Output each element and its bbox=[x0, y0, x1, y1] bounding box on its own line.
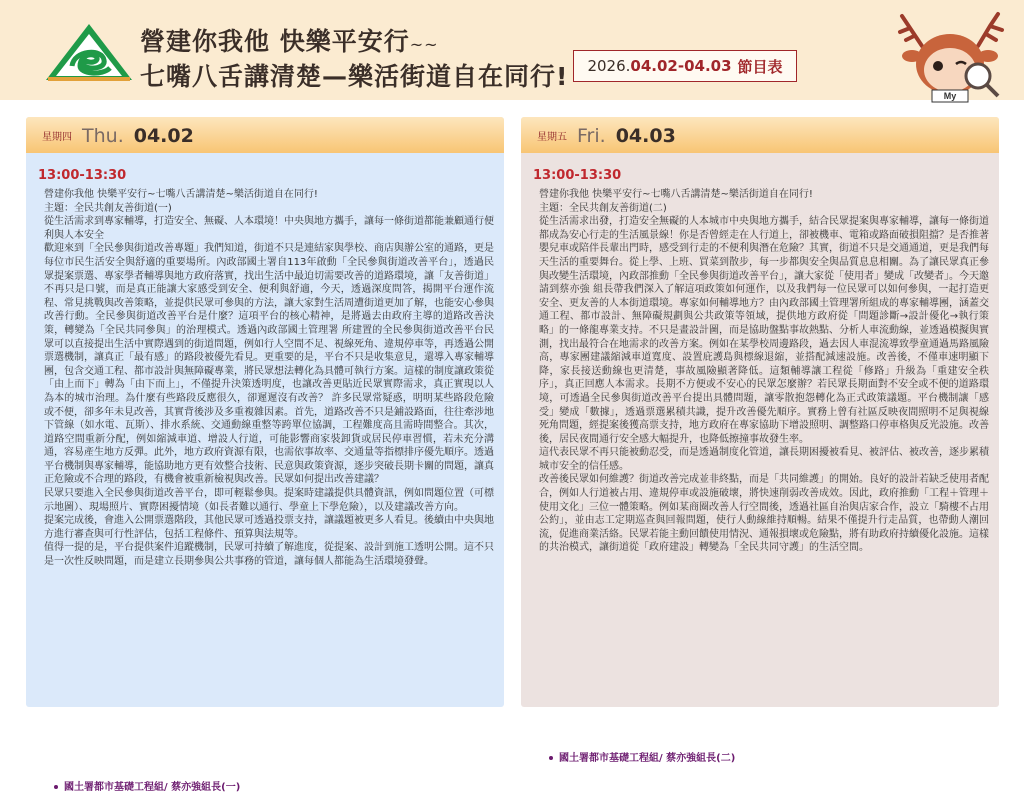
header-banner bbox=[0, 0, 1024, 100]
speaker-credit bbox=[549, 749, 735, 764]
title-line-2: 七嘴八舌講清楚—樂活街道自在同行! bbox=[140, 62, 569, 91]
session-body bbox=[539, 188, 989, 555]
body-paragraph: 歡迎來到「全民參與街道改善專題」我們知道，街道不只是連結家與學校、商店與辦公室的通路，更是每位市民生活安全與舒適的重要場所。內政部國土署自113年啟動「全民參與街道改善平台」，透過民眾提案票選、專家學者輔導與地方政府落實，找出生活中最迫切需要改善的道路環境，讓「友善街道」不再只是口號，而是真正能讓大家感受到安全、便利與舒適，今天，透過深度問答，揭開平台運作流程、常見挑戰與改善策略，並提供民眾可參與的方法，讓大家對生活周遭街道更加了解，也能安心參與改善行動。全民參與街道改善平台是什麼？這項平台的核心精神，是將過去由政府主導的道路改善決策，轉變為「全民共同參與」的治理模式。透過內政部國土管理署 所建置的全民參與街道改善平台民眾可以直接提出生活中實際遇到的街道問題，例如行人空間不足、視線死角、違規停車等，再透過公開票選機制，讓真正「最有感」的路段被優先看見。更重要的是，平台不只是收集意見，還導入專家輔導團，包含交通工程、都市設計與無障礙專業，將民眾想法轉化為具體可執行方案。這樣的制度讓政策從「由上而下」轉為「由下而上」，不僅提升決策透明度，也讓改善更貼近民眾實際需求，真正實現以人為本的城市治理。為什麼有些路段反應很久，卻遲遲沒有改善？ 許多民眾常疑惑，明明某些路段危險或不便，卻多年未見改善，其實背後涉及多重複雜因素。首先，道路改善不只是鋪設路面，往往牽涉地下管線（如水電、瓦斯）、排水系統、交通動線重整等跨單位協調，工程難度高且需時間整合。其次，道路空間重新分配，例如縮減車道、增設人行道，可能影響商家裝卸貨或居民停車習慣，若未充分溝通，容易產生地方反彈。此外，地方政府資源有限，也需依事故率、交通量等指標排序優先順序。透過平台機制與專家輔導，能協助地方更有效整合技術、民意與政策資源，逐步突破長期卡關的問題，讓真正危險或不合理的路段，有機會被重新檢視與改善。民眾如何提出改善建議？ bbox=[44, 243, 494, 486]
body-paragraph: 這代表民眾不再只能被動忍受，而是透過制度化管道，讓長期困擾被看見、被評估、被改善，逐步累積城市安全的信任感。 bbox=[539, 447, 989, 472]
day-header-bar bbox=[521, 117, 999, 153]
speaker-credit-text: 國土署都市基礎工程組/ 蔡亦強組長(一) bbox=[64, 782, 241, 793]
speaker-credit bbox=[54, 778, 240, 793]
day-column-friday bbox=[521, 117, 999, 764]
speaker-credit-text: 國土署都市基礎工程組/ 蔡亦強組長(二) bbox=[559, 753, 736, 764]
title-line-1 bbox=[140, 22, 439, 58]
body-paragraph: 主題：全民共創友善街道(二) bbox=[539, 202, 667, 214]
body-paragraph: 從生活需求出發，打造安全無礙的人本城市中央與地方攜手，結合民眾提案與專家輔導，讓每一條街道都成為安心行走的生活風景線！你是否曾經走在人行道上，卻被機車、電箱或路面破損阻擋？是否推著嬰兒車或陪伴長輩出門時，感受到行走的不便利與潛在危險？其實，街道不只是交通通道，更是我們每天生活的重要舞台。從上學、上班、買菜到散步，每一步都與安全與品質息息相關。為了讓民眾真正參與改變生活環境，內政部推動「全民參與街道改善平台」，讓大家從「使用者」變成「改變者」。今天邀請到蔡亦強 組長帶我們深入了解這項政策如何運作，以及我們每一位民眾可以如何參與，一起打造更安全、更友善的人本街道環境。專家如何輔導地方？由內政部國土管理署所組成的專家輔導團，涵蓋交通工程、都市設計、無障礙規劃與公共政策等領域，提供地方政府從「問題診斷→設計優化→執行策略」的一條龍專業支持。不只是畫設計圖，而是協助盤點事故熱點、分析人車流動線，並透過模擬與實測，找出最符合在地需求的改善方案。例如在某學校周邊路段，過去因人車混流導致學童通過馬路風險高，專家團建議縮減車道寬度、設置庇護島與標線退縮，並搭配減速設施。改善後，不僅車速明顯下降，家長接送動線也更清楚，事故風險顯著降低。這類輔導讓工程從「修路」升級為「重建安全秩序」，真正回應人本需求。長期不方便或不安心的民眾怎麼辦？若民眾長期面對不安全或不便的道路環境，可透過全民參與街道改善平台提出具體問題，讓零散抱怨轉化為正式政策議題。平台機制讓「感受」變成「數據」，透過票選累積共識，提升改善優先順序。實務上曾有社區反映夜間照明不足與視線死角問題，經提案後獲高票支持，地方政府在專家協助下增設照明、調整路口停車格與反光設施。改善後，居民夜間通行安全感大幅提升，也降低擦撞事故發生率。 bbox=[539, 216, 989, 445]
mascot-badge-text: My bbox=[943, 91, 957, 101]
body-paragraph: 主題：全民共創友善街道(一) bbox=[44, 202, 172, 214]
weekday-chinese: 星期四 bbox=[42, 132, 72, 143]
title-tilde: ~~ bbox=[409, 35, 439, 54]
weekday-chinese: 星期五 bbox=[537, 132, 567, 143]
program-dates: 04.02-04.03 bbox=[630, 57, 732, 75]
program-label: 節目表 bbox=[737, 57, 783, 76]
body-paragraph: 從生活需求到專家輔導，打造安全、無礙、人本環境！中央與地方攜手，讓每一條街道都能兼顧通行便利與人本安全 bbox=[44, 216, 494, 241]
session-time: 13:00-13:30 bbox=[38, 168, 127, 183]
day-date: 04.03 bbox=[615, 125, 676, 147]
session-body bbox=[44, 188, 494, 569]
day-column-thursday bbox=[26, 117, 504, 793]
body-paragraph: 值得一提的是，平台提供案件追蹤機制，民眾可持續了解進度，從提案、設計到施工透明公開。這不只是一次性反映問題，而是建立長期參與公共事務的管道，讓每個人都能為生活環境發聲。 bbox=[44, 542, 494, 568]
weekday-english: Thu. bbox=[82, 125, 124, 147]
session-time: 13:00-13:30 bbox=[533, 168, 622, 183]
day-date: 04.02 bbox=[133, 125, 194, 147]
weekday-english: Fri. bbox=[577, 125, 606, 147]
body-paragraph: 民眾只要進入全民參與街道改善平台，即可輕鬆參與。提案時建議提供具體資訊，例如問題位置（可標示地圖）、現場照片、實際困擾情境（如長者難以通行、學童上下學危險），以及建議改善方向。 bbox=[44, 488, 494, 513]
program-schedule-box bbox=[573, 50, 797, 82]
day-header-bar bbox=[26, 117, 504, 153]
body-paragraph: 營建你我他 快樂平安行~七嘴八舌講清楚~樂活街道自在同行! bbox=[44, 189, 318, 200]
deer-mascot-icon bbox=[892, 6, 1014, 102]
program-year: 2026. bbox=[587, 57, 631, 75]
body-paragraph: 營建你我他 快樂平安行~七嘴八舌講清楚~樂活街道自在同行! bbox=[539, 189, 813, 200]
body-paragraph: 提案完成後，會進入公開票選階段，其他民眾可透過投票支持，讓議題被更多人看見。後續由中央與地方進行審查與可行性評估，包括工程條件、預算與法規等。 bbox=[44, 515, 494, 540]
organization-logo-icon bbox=[44, 22, 134, 84]
bullet-icon bbox=[54, 785, 58, 789]
bullet-icon bbox=[549, 756, 553, 760]
body-paragraph: 改善後民眾如何維護？街道改善完成並非終點，而是「共同維護」的開始。良好的設計若缺乏使用者配合，例如人行道被占用、違規停車或設施破壞，將快速削弱改善成效。因此，政府推動「工程＋管理＋使用文化」三位一體策略。例如某商圈改善人行空間後，透過社區自治與店家合作，設立「騎樓不占用公約」，並由志工定期巡查與回報問題，使行人動線維持順暢。結果不僅提升行走品質，也帶動人潮回流，促進商業活絡。民眾若能主動回饋使用情況、通報損壞或危險點，將有助政府持續優化設施。這樣的共治模式，讓街道從「政府建設」轉變為「全民共同守護」的生活空間。 bbox=[539, 474, 989, 554]
title-main: 營建你我他 快樂平安行 bbox=[140, 27, 410, 56]
